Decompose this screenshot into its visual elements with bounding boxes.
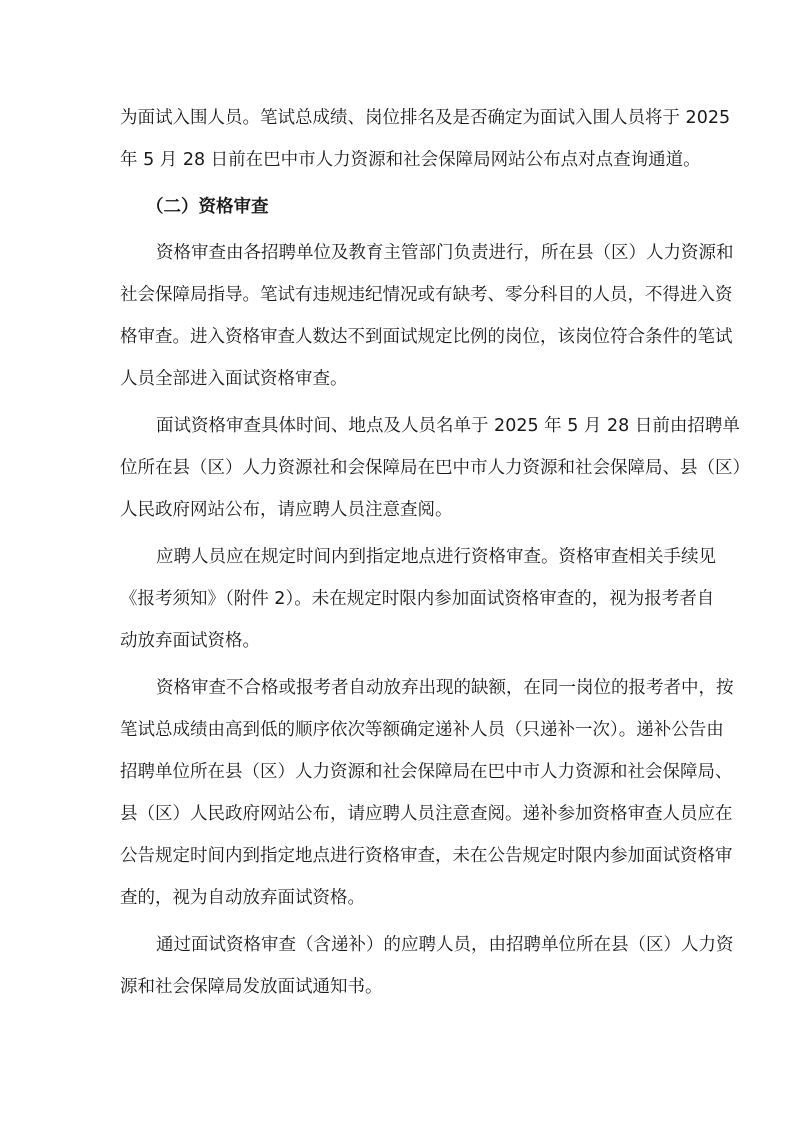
paragraph [120,232,734,400]
text-line: 资格审查由各招聘单位及教育主管部门负责进行，所在县（区）人力资源和 [156,243,734,263]
text-line: 通过面试资格审查（含递补）的应聘人员，由招聘单位所在县（区）人力资 [156,935,734,955]
text-line: 源和社会保障局发放面试通知书。 [120,977,383,997]
text-line: 人民政府网站公布，请应聘人员注意查阅。 [120,500,453,520]
text-line: 查的，视为自动放弃面试资格。 [120,888,365,908]
text-line: 动放弃面试资格。 [120,631,260,651]
text-line: 笔试总成绩由高到低的顺序依次等额确定递补人员（只递补一次）。递补公告由 [120,720,724,740]
document-page [120,97,750,1013]
text-line: 人员全部进入面试资格审查。 [120,369,348,389]
text-line: 资格审查不合格或报考者自动放弃出现的缺额，在同一岗位的报考者中，按 [156,678,734,698]
text-line: 县（区）人民政府网站公布，请应聘人员注意查阅。递补参加资格审查人员应在 [120,804,733,824]
text-line: 社会保障局指导。笔试有违规违纪情况或有缺考、零分科目的人员，不得进入资 [120,285,733,305]
text-line: （二）资格审查 [146,197,269,217]
text-line: 面试资格审查具体时间、地点及人员名单于 2025 年 5 月 28 日前由招聘单 [156,416,740,436]
text-line: 《报考须知》（附件 2）。未在规定时限内参加面试资格审查的，视为报考者自 [120,589,715,609]
paragraph [120,667,734,919]
text-line: 公告规定时间内到指定地点进行资格审查，未在公告规定时限内参加面试资格审 [120,846,733,866]
paragraph [120,97,731,181]
text-line: 为面试入围人员。笔试总成绩、岗位排名及是否确定为面试入围人员将于 2025 [120,108,731,128]
text-line: 格审查。进入资格审查人数达不到面试规定比例的岗位，该岗位符合条件的笔试 [120,327,733,347]
paragraph [120,536,716,662]
text-line: 应聘人员应在规定时间内到指定地点进行资格审查。资格审查相关手续见 [156,547,716,567]
text-line: 位所在县（区）人力资源社和会保障局在巴中市人力资源和社会保障局、县（区） [120,458,750,478]
paragraph [120,924,734,1008]
paragraph [120,405,750,531]
section-heading [120,186,677,228]
text-line: 年 5 月 28 日前在巴中市人力资源和社会保障局网站公布点对点查询通道。 [120,150,701,170]
text-line: 招聘单位所在县（区）人力资源和社会保障局在巴中市人力资源和社会保障局、 [120,762,733,782]
